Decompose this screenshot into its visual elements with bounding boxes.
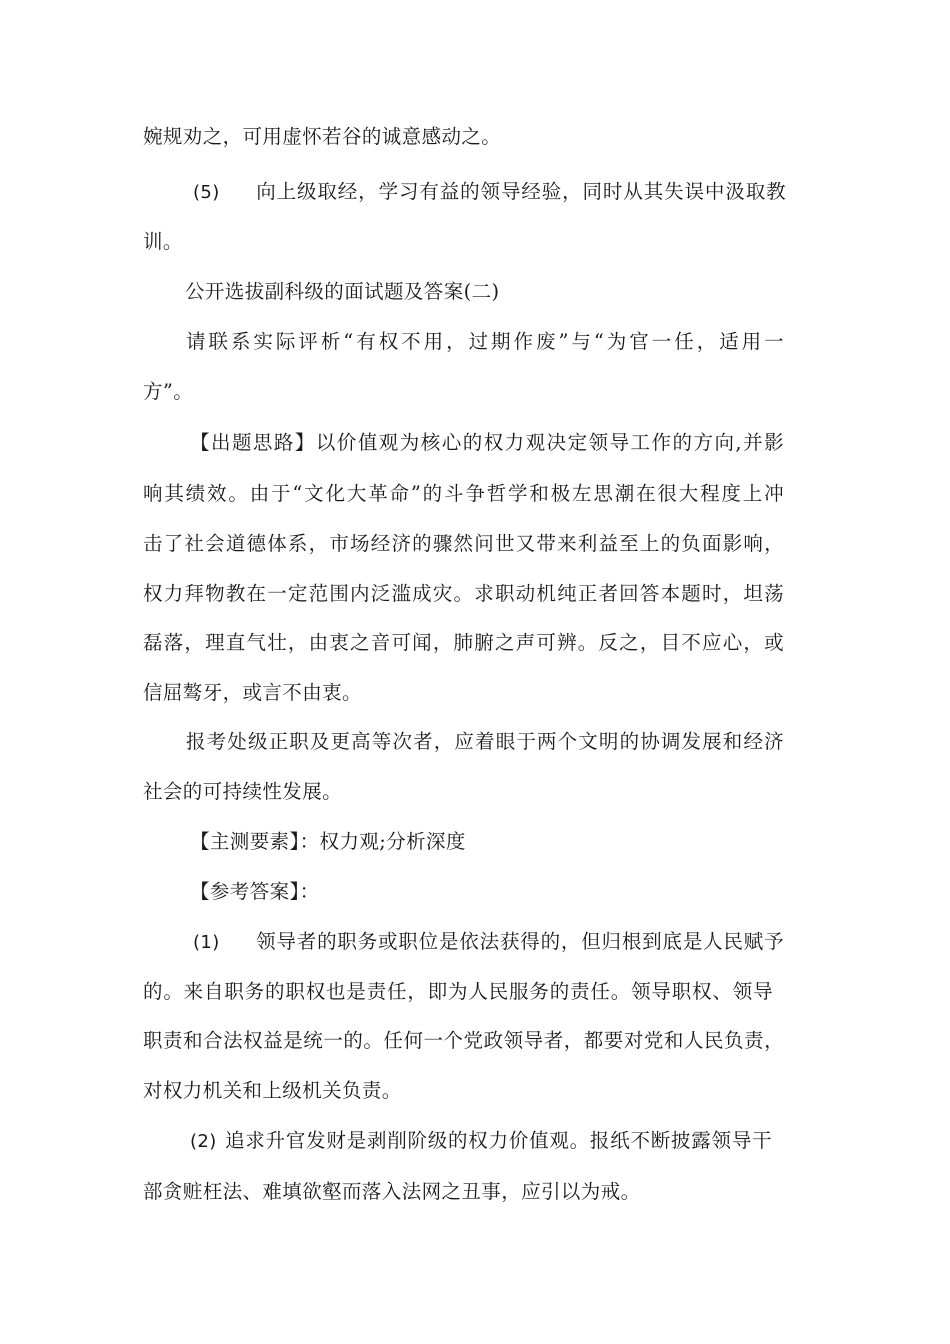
- paragraph-line: 部贪赃枉法、难填欲壑而落入法网之丑事，应引以为戒。: [143, 1180, 641, 1203]
- paragraph-line: 权力拜物教在一定范围内泛滥成灾。求职动机纯正者回答本题时，坦荡: [143, 582, 784, 605]
- paragraph-line: 【出题思路】以价值观为核心的权力观决定领导工作的方向,并影: [190, 431, 784, 454]
- question-line: 请联系实际评析“有权不用，过期作废”与“为官一任，适用一: [186, 330, 784, 353]
- list-marker-2: (2): [190, 1131, 217, 1152]
- list-marker-1: (1): [193, 932, 220, 953]
- paragraph-line: 报考处级正职及更高等次者，应着眼于两个文明的协调发展和经济: [186, 730, 784, 753]
- list-item-2-line: [190, 1128, 772, 1155]
- paragraph-line: 的。来自职务的职权也是责任，即为人民服务的责任。领导职权、领导: [143, 980, 773, 1003]
- list-item-1-line: [193, 929, 784, 956]
- paragraph-line: 响其绩效。由于“文化大革命”的斗争哲学和极左思潮在很大程度上冲: [143, 482, 784, 505]
- list-item-2-text: 追求升官发财是剥削阶级的权力价值观。报纸不断披露领导干: [224, 1129, 772, 1152]
- paragraph-line: 击了社会道德体系，市场经济的骤然问世又带来利益至上的负面影响，: [143, 532, 784, 555]
- list-item-5-line: [193, 179, 786, 206]
- paragraph-line: 对权力机关和上级机关负责。: [143, 1079, 402, 1102]
- reference-answer-heading: 【参考答案】：: [190, 880, 320, 903]
- paragraph-line: 信屈骜牙，或言不由衷。: [143, 681, 362, 704]
- key-elements-line: 【主测要素】：权力观;分析深度: [190, 830, 466, 853]
- section-heading: 公开选拔副科级的面试题及答案(二): [185, 280, 500, 303]
- paragraph-line: 社会的可持续性发展。: [143, 780, 343, 803]
- list-item-1-text: 领导者的职务或职位是依法获得的，但归根到底是人民赋予: [255, 930, 784, 953]
- list-item-5-text: 向上级取经，学习有益的领导经验，同时从其失误中汲取教: [255, 180, 786, 203]
- question-line: 方”。: [143, 380, 194, 403]
- paragraph-line: 训。: [143, 230, 183, 253]
- paragraph-line: 职责和合法权益是统一的。任何一个党政领导者，都要对党和人民负责，: [143, 1029, 784, 1052]
- paragraph-line: 磊落，理直气壮，由衷之音可闻，肺腑之声可辨。反之，目不应心，或: [143, 631, 784, 654]
- list-marker-5: (5): [193, 182, 220, 203]
- paragraph-line: 婉规劝之，可用虚怀若谷的诚意感动之。: [143, 125, 502, 148]
